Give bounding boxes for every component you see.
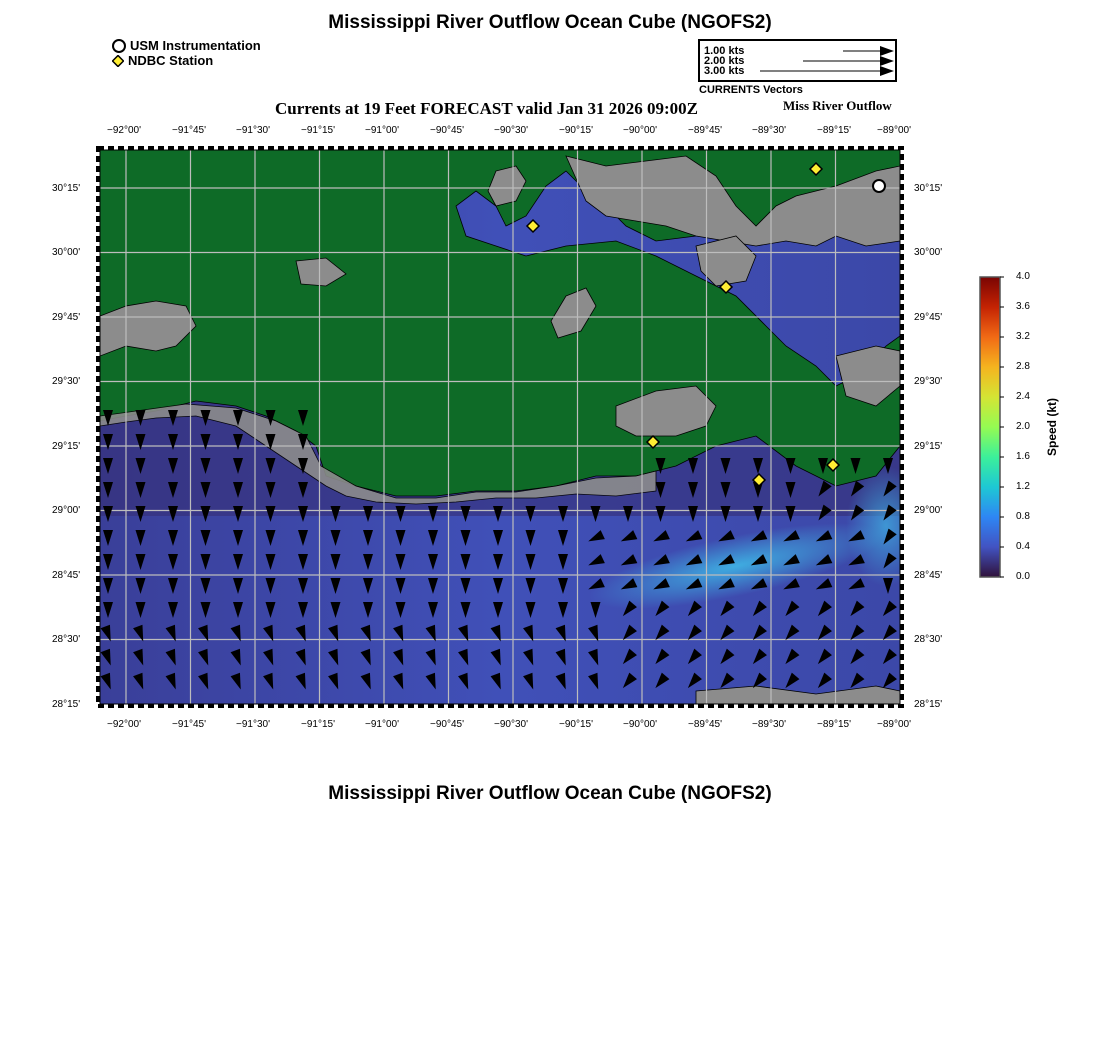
lat-tick: 29°30' — [914, 376, 943, 387]
lon-tick: −89°00' — [877, 719, 911, 730]
region-label: Miss River Outflow — [783, 98, 892, 113]
lon-tick: −91°15' — [301, 719, 335, 730]
lat-tick: 30°00' — [52, 247, 81, 258]
lon-tick: −91°45' — [172, 719, 206, 730]
colorbar-tick: 3.6 — [1016, 301, 1030, 312]
lat-tick: 28°45' — [52, 570, 81, 581]
legend-ndbc-label: NDBC Station — [128, 53, 214, 68]
lat-tick: 30°15' — [52, 183, 81, 194]
footer-title: Mississippi River Outflow Ocean Cube (NGOFS2) — [328, 783, 772, 804]
lon-tick: −89°45' — [688, 125, 722, 136]
lon-tick: −90°45' — [430, 719, 464, 730]
legend-usm-label: USM Instrumentation — [130, 38, 261, 53]
colorbar — [978, 276, 1004, 578]
lat-tick: 29°30' — [52, 376, 81, 387]
page-title: Mississippi River Outflow Ocean Cube (NGOFS2) — [328, 12, 772, 33]
lon-tick: −90°00' — [623, 125, 657, 136]
lon-tick: −89°15' — [817, 719, 851, 730]
lon-tick: −91°45' — [172, 125, 206, 136]
ndbc-diamond-icon — [112, 55, 124, 67]
lon-tick: −92°00' — [107, 125, 141, 136]
vector-key-box — [698, 39, 897, 82]
colorbar-tick: 0.0 — [1016, 571, 1030, 582]
vector-key-row-3: 3.00 kts — [704, 65, 745, 77]
lat-tick: 28°15' — [52, 699, 81, 710]
colorbar-tick: 2.8 — [1016, 361, 1030, 372]
lat-tick: 29°45' — [914, 312, 943, 323]
vector-key-arrows — [700, 41, 895, 80]
colorbar-tick: 3.2 — [1016, 331, 1030, 342]
lon-tick: −92°00' — [107, 719, 141, 730]
legend-usm — [112, 38, 261, 53]
colorbar-tick: 1.6 — [1016, 451, 1030, 462]
lon-tick: −91°30' — [236, 719, 270, 730]
lat-tick: 29°15' — [52, 441, 81, 452]
usm-circle-icon — [112, 39, 126, 53]
colorbar-tick: 1.2 — [1016, 481, 1030, 492]
usm-instrument-marker — [873, 180, 885, 192]
lat-tick: 29°45' — [52, 312, 81, 323]
vector-key-row-2: 2.00 kts — [704, 55, 745, 67]
lat-tick: 30°15' — [914, 183, 943, 194]
lat-tick: 28°30' — [914, 634, 943, 645]
lat-tick: 29°15' — [914, 441, 943, 452]
map-panel — [96, 146, 904, 708]
colorbar-label: Speed (kt) — [1045, 398, 1059, 457]
lat-tick: 30°00' — [914, 247, 943, 258]
colorbar-tick: 0.4 — [1016, 541, 1030, 552]
lat-tick: 29°00' — [52, 505, 81, 516]
lat-tick: 28°15' — [914, 699, 943, 710]
vector-key-caption: CURRENTS Vectors — [699, 84, 803, 96]
lon-tick: −89°15' — [817, 125, 851, 136]
lon-tick: −91°30' — [236, 125, 270, 136]
lat-tick: 28°30' — [52, 634, 81, 645]
lat-tick: 29°00' — [914, 505, 943, 516]
legend-ndbc — [112, 53, 213, 68]
lon-tick: −91°15' — [301, 125, 335, 136]
lon-tick: −91°00' — [365, 125, 399, 136]
lon-tick: −89°00' — [877, 125, 911, 136]
colorbar-tick: 0.8 — [1016, 511, 1030, 522]
lon-tick: −90°15' — [559, 719, 593, 730]
lon-tick: −90°15' — [559, 125, 593, 136]
lat-tick: 28°45' — [914, 570, 943, 581]
lon-tick: −91°00' — [365, 719, 399, 730]
lon-tick: −89°45' — [688, 719, 722, 730]
lon-tick: −89°30' — [752, 125, 786, 136]
colorbar-tick: 2.0 — [1016, 421, 1030, 432]
vector-key-row-1: 1.00 kts — [704, 45, 745, 57]
lon-tick: −90°30' — [494, 125, 528, 136]
colorbar-tick: 4.0 — [1016, 271, 1030, 282]
lon-tick: −90°45' — [430, 125, 464, 136]
map-subtitle: Currents at 19 Feet FORECAST valid Jan 31 2026 09:00Z — [275, 99, 698, 118]
lon-tick: −90°00' — [623, 719, 657, 730]
colorbar-tick: 2.4 — [1016, 391, 1030, 402]
lon-tick: −89°30' — [752, 719, 786, 730]
lon-tick: −90°30' — [494, 719, 528, 730]
